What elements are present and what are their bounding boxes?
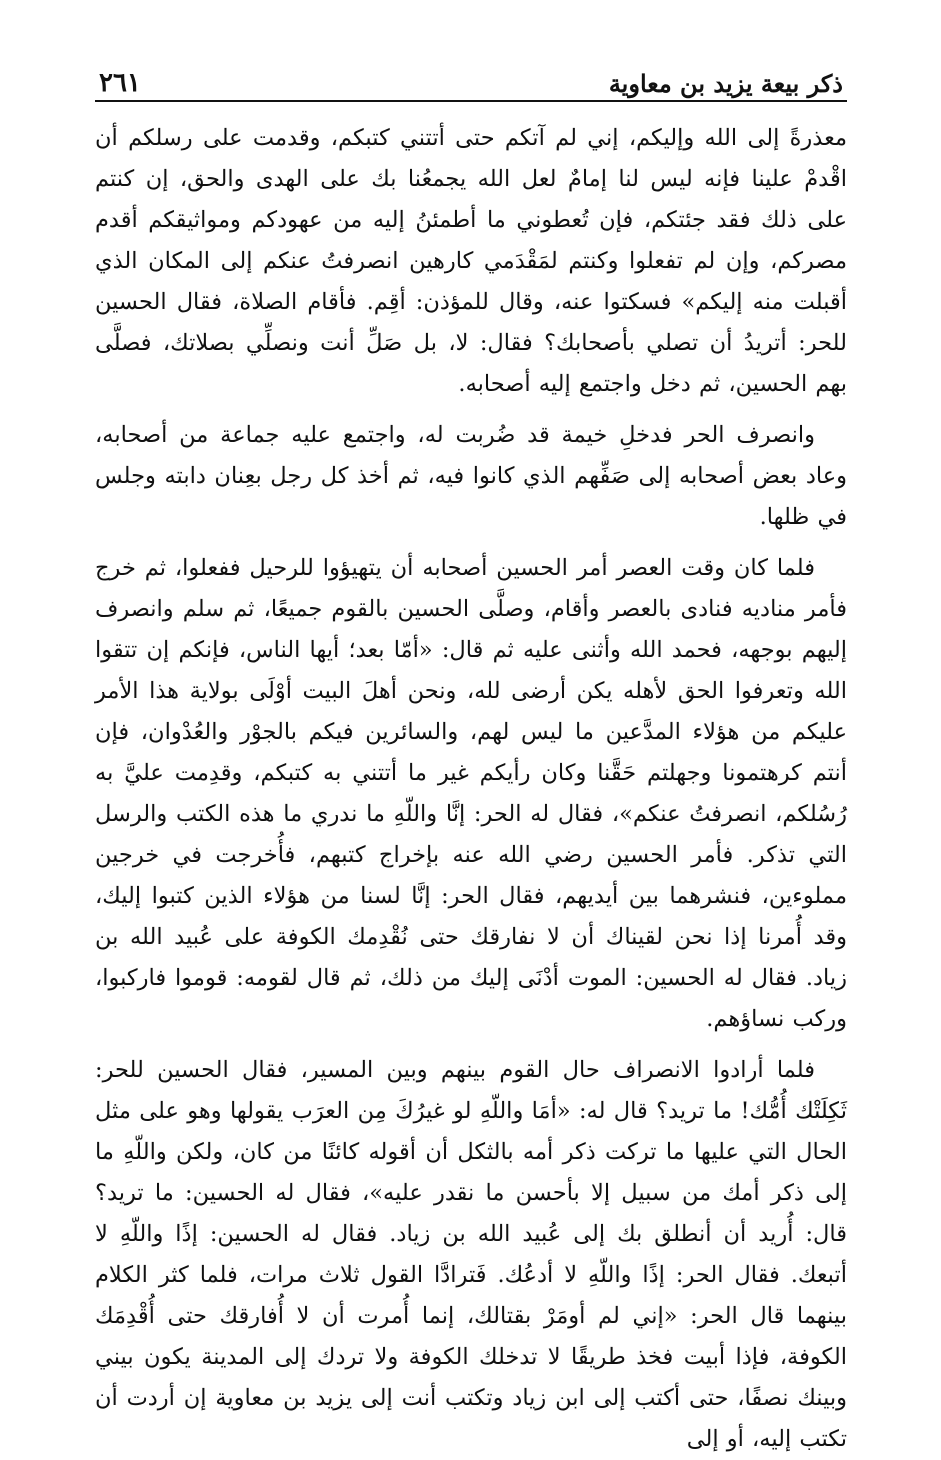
chapter-title: ذكر بيعة يزيد بن معاوية xyxy=(608,69,843,98)
page-body xyxy=(95,118,847,1460)
paragraph: وانصرف الحر فدخلِ خيمة قد ضُربت له، واجتمع عليه جماعة من أصحابه، وعاد بعض أصحابه إلى صَفِّهم الذي كانوا فيه، ثم أخذ كل رجل بعِنان دابته وجلس في ظلها. xyxy=(95,422,847,530)
paragraph: فلما كان وقت العصر أمر الحسين أصحابه أن يتهيؤوا للرحيل ففعلوا، ثم خرج فأمر مناديه فنادى بالعصر وأقام، وصلَّى الحسين بالقوم جميعًا، ثم سلم وانصرف إليهم بوجهه، فحمد الله وأثنى عليه ثم قال: «أمّا بعد؛ أيها الناس، فإنكم إن تتقوا الله وتعرفوا الحق لأهله يكن أرضى لله، ونحن أهلَ البيت أوْلَى بولاية هذا الأمر عليكم من هؤلاء المدَّعين ما ليس لهم، والسائرين فيكم بالجوْر والعُدْوان، فإن أنتم كرهتمونا وجهلتم حَقَّنا وكان رأيكم غير ما أتتني به كتبكم، وقدِمت عليَّ به رُسُلكم، انصرفتُ عنكم»، فقال له الحر: إنَّا واللّهِ ما ندري ما هذه الكتب والرسل التي تذكر. فأمر الحسين رضي الله عنه بإخراج كتبهم، فأُخرجت في خرجين مملوءين، فنشرهما بين أيديهم، فقال الحر: إنَّا لسنا من هؤلاء الذين كتبوا إليك، وقد أُمرنا إذا نحن لقيناك أن لا نفارقك حتى نُقْدِمك الكوفة على عُبيد الله بن زياد. فقال له الحسين: الموت أدْنَى إليك من ذلك، ثم قال لقومه: قوموا فاركبوا، وركب نساؤهم. xyxy=(95,555,847,1032)
page-number: ٢٦١ xyxy=(99,68,141,98)
book-page xyxy=(95,62,847,1460)
running-header xyxy=(95,62,847,102)
paragraph: فلما أرادوا الانصراف حال القوم بينهم وبين المسير، فقال الحسين للحر: ثَكِلَتْك أُمُّك! ما تريد؟ قال له: «أمَا واللّهِ لو غيرُكَ مِن العرَب يقولها وهو على مثل الحال التي عليها ما تركت ذكر أمه بالثكل أن أقوله كائنًا من كان، ولكن واللّهِ ما إلى ذكر أمك من سبيل إلا بأحسن ما نقدر عليه»، فقال له الحسين: ما تريد؟ قال: أُريد أن أنطلق بك إلى عُبيد الله بن زياد. فقال له الحسين: إذًا واللّهِ لا أتبعك. فقال الحر: إذًا واللّهِ لا أدعُك. فَترادَّا القول ثلاث مرات، فلما كثر الكلام بينهما قال الحر: «إني لم أومَرْ بقتالك، إنما أُمرت أن لا أُفارقك حتى أُقْدِمَك الكوفة، فإذا أبيت فخذ طريقًا لا تدخلك الكوفة ولا تردك إلى المدينة يكون بيني وبينك نصفًا، حتى أكتب إلى ابن زياد وتكتب أنت إلى يزيد بن معاوية إن أردت أن تكتب إليه، أو إلى xyxy=(95,1057,847,1452)
paragraph-continuation: معذرةً إلى الله وإليكم، إني لم آتكم حتى أتتني كتبكم، وقدمت على رسلكم أن اقْدمْ علينا فإنه ليس لنا إمامٌ لعل الله يجمعُنا بك على الهدى والحق، إن كنتم على ذلك فقد جئتكم، فإن تُعطوني ما أطمئنُ إليه من عهودكم ومواثيقكم أقدم مصركم، وإن لم تفعلوا وكنتم لمَقْدَمي كارهين انصرفتُ عنكم إلى المكان الذي أقبلت منه إليكم» فسكتوا عنه، وقال للمؤذن: أقِم. فأقام الصلاة، فقال الحسين للحر: أتريدُ أن تصلي بأصحابك؟ فقال: لا، بل صَلِّ أنت ونصلِّي بصلاتك، فصلَّى بهم الحسين، ثم دخل واجتمع إليه أصحابه. xyxy=(95,125,847,397)
